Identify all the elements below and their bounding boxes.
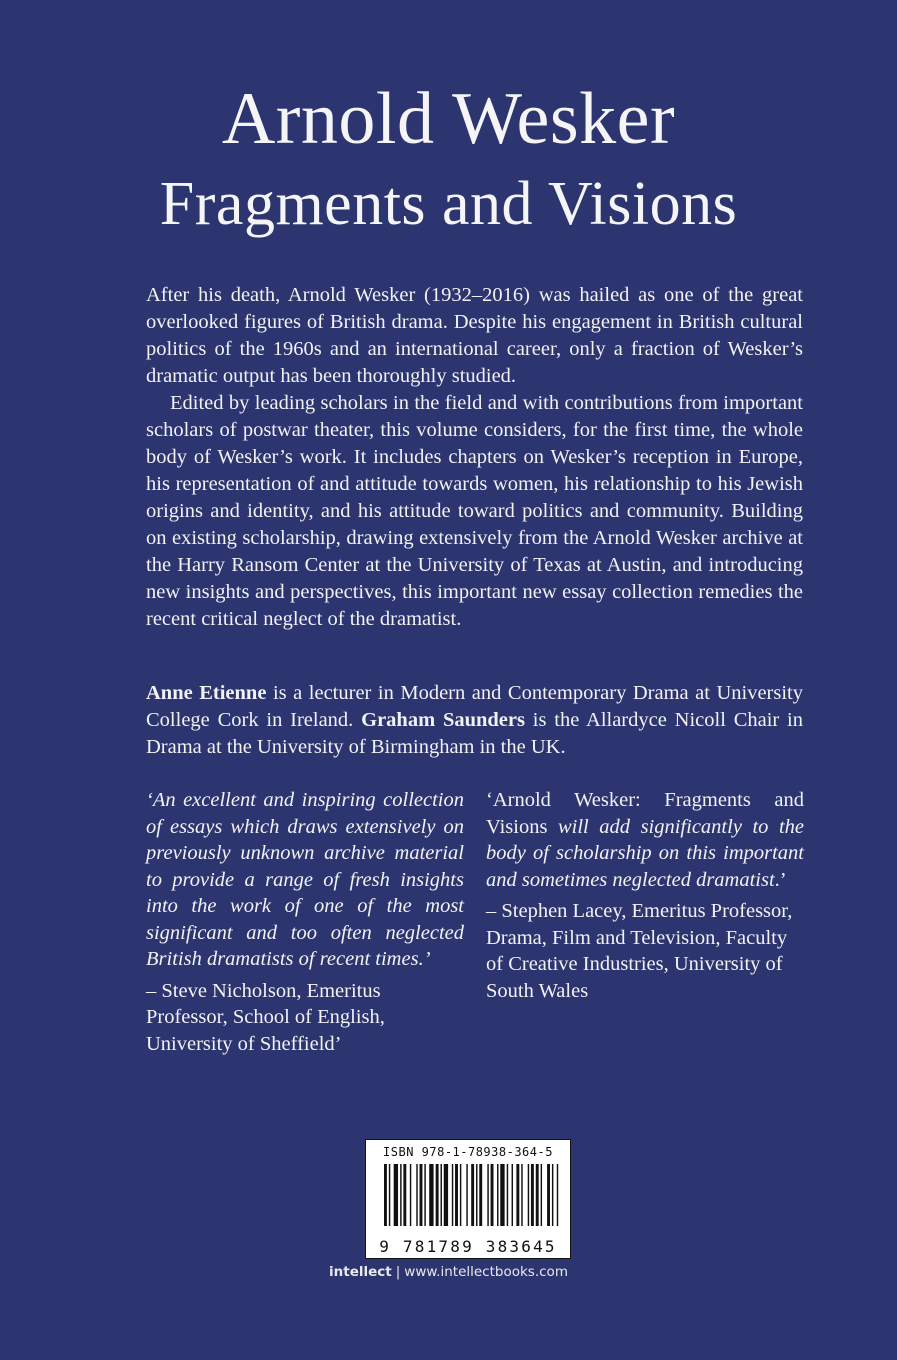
endorsement-right-text-roman: ‘Arnold Wesker: Fragments and Visions bbox=[486, 789, 804, 838]
barcode-bars bbox=[382, 1164, 562, 1244]
endorsement-right bbox=[486, 787, 804, 1004]
editor1-name: Anne Etienne bbox=[146, 682, 267, 704]
book-title: Arnold Wesker bbox=[221, 78, 676, 160]
book-subtitle: Fragments and Visions bbox=[159, 170, 738, 238]
endorsement-left-attribution: – Steve Nicholson, Emeritus Professor, School of English, University of Sheffield’ bbox=[146, 979, 385, 1055]
publisher-separator: | bbox=[395, 1264, 401, 1280]
editor2-description: is the Allardyce Nicoll Chair in Drama at the University of Birmingham in the UK. bbox=[146, 709, 803, 758]
publisher-name: intellect bbox=[329, 1264, 392, 1280]
editor2-name: Graham Saunders bbox=[361, 709, 525, 731]
blurb-paragraph-1: After his death, Arnold Wesker (1932–2016) was hailed as one of the great overlooked figures of British drama. Despite his engagement in British cultural politics of the 1960s and an international career, only a fraction of Wesker’s dramatic output has been thoroughly studied. bbox=[146, 284, 803, 387]
barcode-digits: 9 781789 383645 bbox=[379, 1237, 557, 1256]
endorsement-left-text: ‘An excellent and inspiring collection of essays which draws extensively on previously unknown archive material to provide a range of fresh insights into the work of one of the most significant and too often neglected British dramatists of recent times.’ bbox=[146, 789, 464, 970]
isbn-label: ISBN 978-1-78938-364-5 bbox=[383, 1145, 553, 1159]
endorsement-left bbox=[146, 787, 464, 1057]
isbn-barcode bbox=[365, 1139, 571, 1259]
blurb-paragraph-2: Edited by leading scholars in the field and with contributions from important scholars of postwar theater, this volume considers, for the first time, the whole body of Wesker’s work. It includes chapters on Wesker’s reception in Europe, his representation of and attitude towards women, his relationship to his Jewish origins and identity, and his attitude toward politics and community. Building on existing scholarship, drawing extensively from the Arnold Wesker archive at the Harry Ransom Center at the University of Texas at Austin, and introducing new insights and perspectives, this important new essay collection remedies the recent critical neglect of the dramatist. bbox=[146, 392, 803, 630]
publisher-url: www.intellectbooks.com bbox=[404, 1264, 568, 1280]
endorsement-right-text-end: .’ bbox=[774, 868, 787, 891]
publisher-line bbox=[0, 1264, 897, 1280]
endorsement-right-text-italic: will add significantly to the body of scholarship on this important and sometimes neglected dramatist bbox=[486, 815, 804, 891]
endorsement-right-attribution: – Stephen Lacey, Emeritus Professor, Drama, Film and Television, Faculty of Creative Industries, University of South Wales bbox=[486, 900, 793, 1002]
editor1-description: is a lecturer in Modern and Contemporary Drama at University College Cork in Ireland. bbox=[146, 682, 804, 731]
editors-bio bbox=[146, 680, 803, 761]
